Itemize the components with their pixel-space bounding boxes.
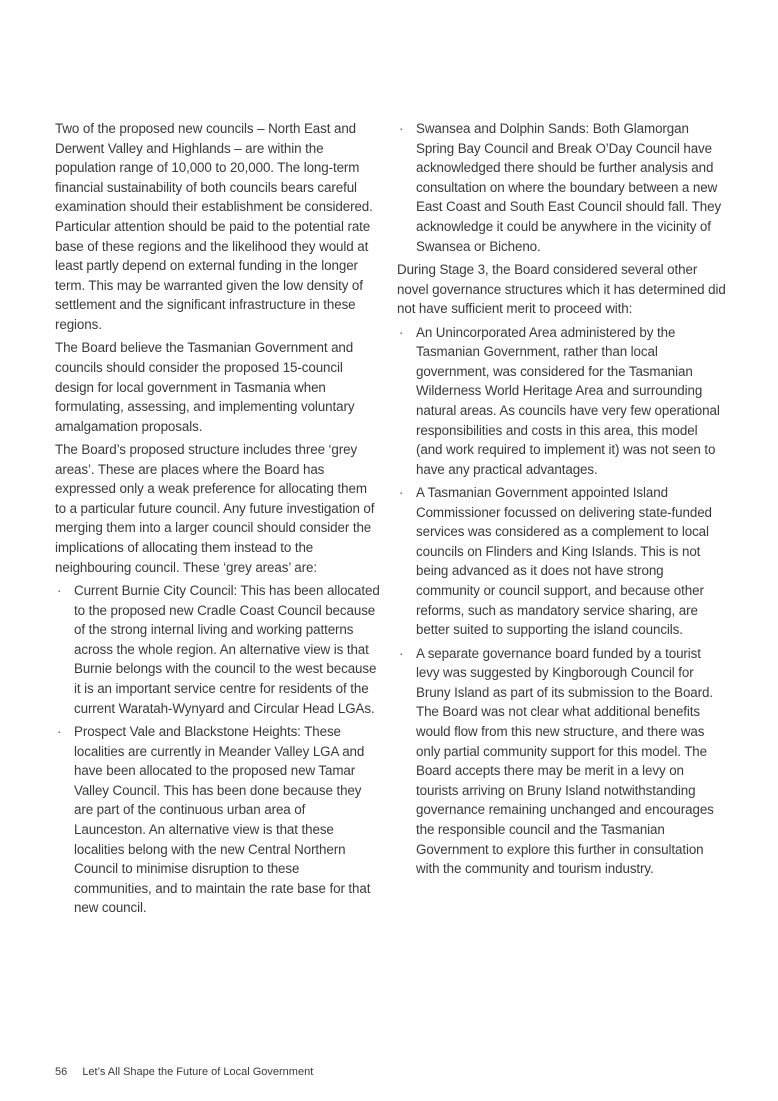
list-item-text: A separate governance board funded by a tourist levy was suggested by Kingborough Council for Bruny Island as part of its submission to the Board. The Board was not clear what additional benefits would flow from this new structure, and there was only partial community support for this model. The Board accepts there may be merit in a levy on tourists arriving on Bruny Island notwithstanding governance remaining unchanged and encourages the responsible council and the Tasmanian Government to explore this further in consultation with the community and tourism industry. bbox=[416, 645, 714, 877]
bullet-icon: · bbox=[399, 324, 404, 340]
publication-title: Let’s All Shape the Future of Local Government bbox=[82, 1066, 314, 1078]
bullet-icon: · bbox=[399, 121, 404, 136]
list-item-governance-board bbox=[397, 644, 727, 879]
list-item-text: Swansea and Dolphin Sands: Both Glamorgan Spring Bay Council and Break O’Day Council have acknowledged there should be further analysis and consultation on where the boundary between a new East Coast and South East Council should fall. They acknowledge it could be anywhere in the vicinity of Swansea or Bicheno. bbox=[416, 121, 722, 254]
bullet-icon: · bbox=[57, 583, 62, 599]
bullet-icon: · bbox=[57, 724, 62, 739]
novel-structures-list bbox=[397, 323, 727, 879]
page-footer bbox=[55, 1066, 313, 1078]
paragraph-stage-3: During Stage 3, the Board considered several other novel governance structures which it has determined did not have sufficient merit to proceed with: bbox=[397, 261, 726, 317]
paragraph-population-range: Two of the proposed new councils – North East and Derwent Valley and Highlands – are within the population range of 10,000 to 20,000. The long-term financial sustainability of both councils bears careful examination should their establishment be considered. Particular attention should be paid to the potential rate base of these regions and the likelihood they would at least partly depend on external funding in the longer term. This may be warranted given the low density of settlement and the significant infrastructure in these regions. bbox=[55, 121, 373, 332]
list-item-text: Prospect Vale and Blackstone Heights: These localities are currently in Meander Valley LGA and have been allocated to the proposed new Tamar Valley Council. This has been done because they are part of the continuous urban area of Launceston. An alternative view is that these localities belong with the new Central Northern Council to minimise disruption to these communities, and to maintain the rate base for that new council. bbox=[74, 724, 371, 916]
page-number: 56 bbox=[55, 1066, 68, 1078]
list-item-unincorporated-area bbox=[397, 323, 727, 480]
left-column bbox=[55, 119, 380, 922]
list-item-prospect-vale bbox=[55, 722, 380, 918]
grey-areas-list-continued bbox=[397, 119, 727, 256]
bullet-icon: · bbox=[399, 485, 404, 501]
paragraph-grey-areas: The Board’s proposed structure includes three ‘grey areas’. These are places where the Board has expressed only a weak preference for allocating them to a particular future council. Any future investigation of merging them into a larger council should consider the implications of allocating them instead to the neighbouring council. These ‘grey areas’ are: bbox=[55, 442, 375, 575]
list-item-burnie bbox=[55, 581, 380, 718]
list-item-text: A Tasmanian Government appointed Island Commissioner focussed on delivering state-funded services was considered as a complement to local councils on Flinders and King Islands. This is not being advanced as it does not have strong community or council support, and because other reforms, such as mandatory service sharing, are better suited to supporting the island councils. bbox=[416, 485, 712, 638]
list-item-swansea bbox=[397, 119, 727, 256]
bullet-icon: · bbox=[399, 645, 404, 661]
grey-areas-list bbox=[55, 581, 380, 918]
list-item-text: Current Burnie City Council: This has been allocated to the proposed new Cradle Coast Council because of the strong internal living and working patterns across the whole region. An alternative view is that Burnie belongs with the council to the west because it is an important service centre for residents of the current Waratah-Wynyard and Circular Head LGAs. bbox=[74, 583, 380, 716]
right-column bbox=[397, 119, 727, 883]
list-item-island-commissioner bbox=[397, 483, 727, 640]
paragraph-15-council-design: The Board believe the Tasmanian Government and councils should consider the proposed 15-council design for local government in Tasmania when formulating, assessing, and implementing voluntary amalgamation proposals. bbox=[55, 340, 355, 434]
list-item-text: An Unincorporated Area administered by the Tasmanian Government, rather than local government, was considered for the Tasmanian Wilderness World Heritage Area and surrounding natural areas. As councils have very few operational responsibilities and costs in this area, this model (and work required to implement it) was not seen to have any practical advantages. bbox=[416, 324, 720, 477]
